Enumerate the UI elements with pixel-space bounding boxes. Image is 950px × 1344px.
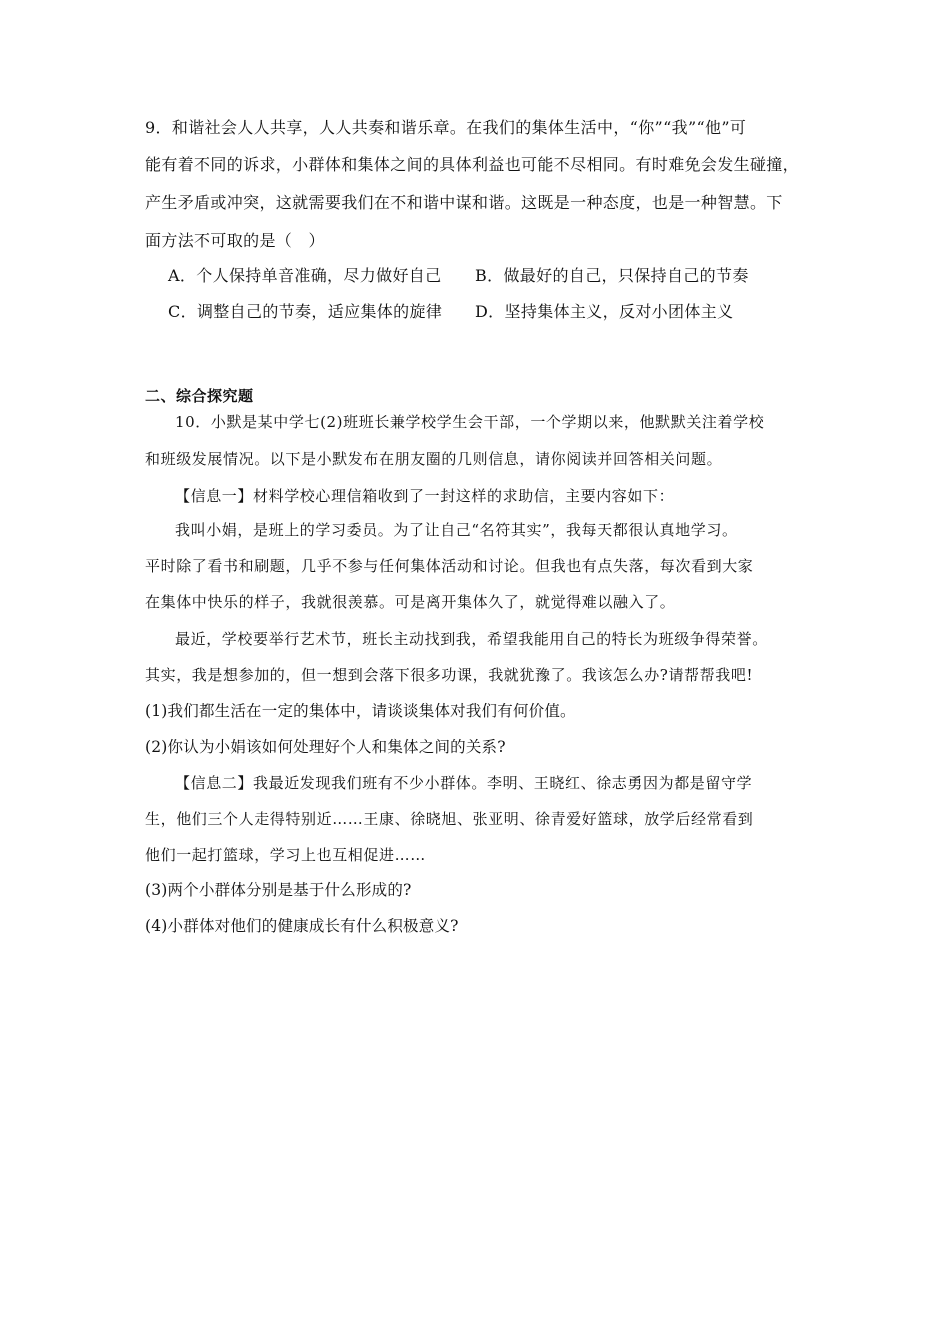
q10-sub-question-4: (4)小群体对他们的健康成长有什么积极意义? (145, 917, 459, 935)
letter-p1-line-2: 平时除了看书和刷题，几乎不参与任何集体活动和讨论。但我也有点失落，每次看到大家 (145, 557, 754, 575)
q9-stem-line-1: 9．和谐社会人人共享，人人共奏和谐乐章。在我们的集体生活中，“你”“我”“他”可 (145, 118, 747, 137)
q10-intro-line-1: 10．小默是某中学七(2)班班长兼学校学生会干部，一个学期以来，他默默关注着学校 (175, 413, 765, 431)
q9-option-b: B．做最好的自己，只保持自己的节奏 (475, 266, 749, 285)
letter-p2-line-1: 最近，学校要举行艺术节，班长主动找到我，希望我能用自己的特长为班级争得荣誉。 (175, 630, 768, 648)
q10-info2-line-2: 生，他们三个人走得特别近……王康、徐晓旭、张亚明、徐青爱好篮球，放学后经常看到 (145, 810, 754, 828)
q9-stem-line-3: 产生矛盾或冲突，这就需要我们在不和谐中谋和谐。这既是一种态度，也是一种智慧。下 (145, 193, 783, 212)
q10-info2-line-1: 【信息二】我最近发现我们班有不少小群体。李明、王晓红、徐志勇因为都是留守学 (175, 774, 753, 792)
q9-stem-line-4: 面方法不可取的是（ ） (145, 231, 325, 250)
q9-option-a: A．个人保持单音准确，尽力做好自己 (168, 266, 442, 285)
q10-info1-title: 【信息一】材料学校心理信箱收到了一封这样的求助信，主要内容如下： (175, 487, 675, 505)
q9-stem-line-2: 能有着不同的诉求，小群体和集体之间的具体利益也可能不尽相同。有时难免会发生碰撞， (145, 155, 800, 174)
q10-sub-question-3: (3)两个小群体分别是基于什么形成的? (145, 881, 412, 899)
section-heading: 二、综合探究题 (145, 387, 254, 405)
letter-p1-line-1: 我叫小娟，是班上的学习委员。为了让自己“名符其实”，我每天都很认真地学习。 (175, 521, 738, 539)
q10-info2-line-3: 他们一起打篮球，学习上也互相促进…… (145, 846, 426, 864)
q9-option-d: D．坚持集体主义，反对小团体主义 (475, 302, 734, 321)
q9-option-c: C．调整自己的节奏，适应集体的旋律 (168, 302, 443, 321)
q10-intro-line-2: 和班级发展情况。以下是小默发布在朋友圈的几则信息，请你阅读并回答相关问题。 (145, 450, 723, 468)
letter-p2-line-2: 其实，我是想参加的，但一想到会落下很多功课，我就犹豫了。我该怎么办?请帮帮我吧! (145, 666, 754, 684)
q10-sub-question-2: (2)你认为小娟该如何处理好个人和集体之间的关系? (145, 738, 506, 756)
q10-sub-question-1: (1)我们都生活在一定的集体中，请谈谈集体对我们有何价值。 (145, 702, 576, 720)
letter-p1-line-3: 在集体中快乐的样子，我就很羡慕。可是离开集体久了，就觉得难以融入了。 (145, 593, 676, 611)
